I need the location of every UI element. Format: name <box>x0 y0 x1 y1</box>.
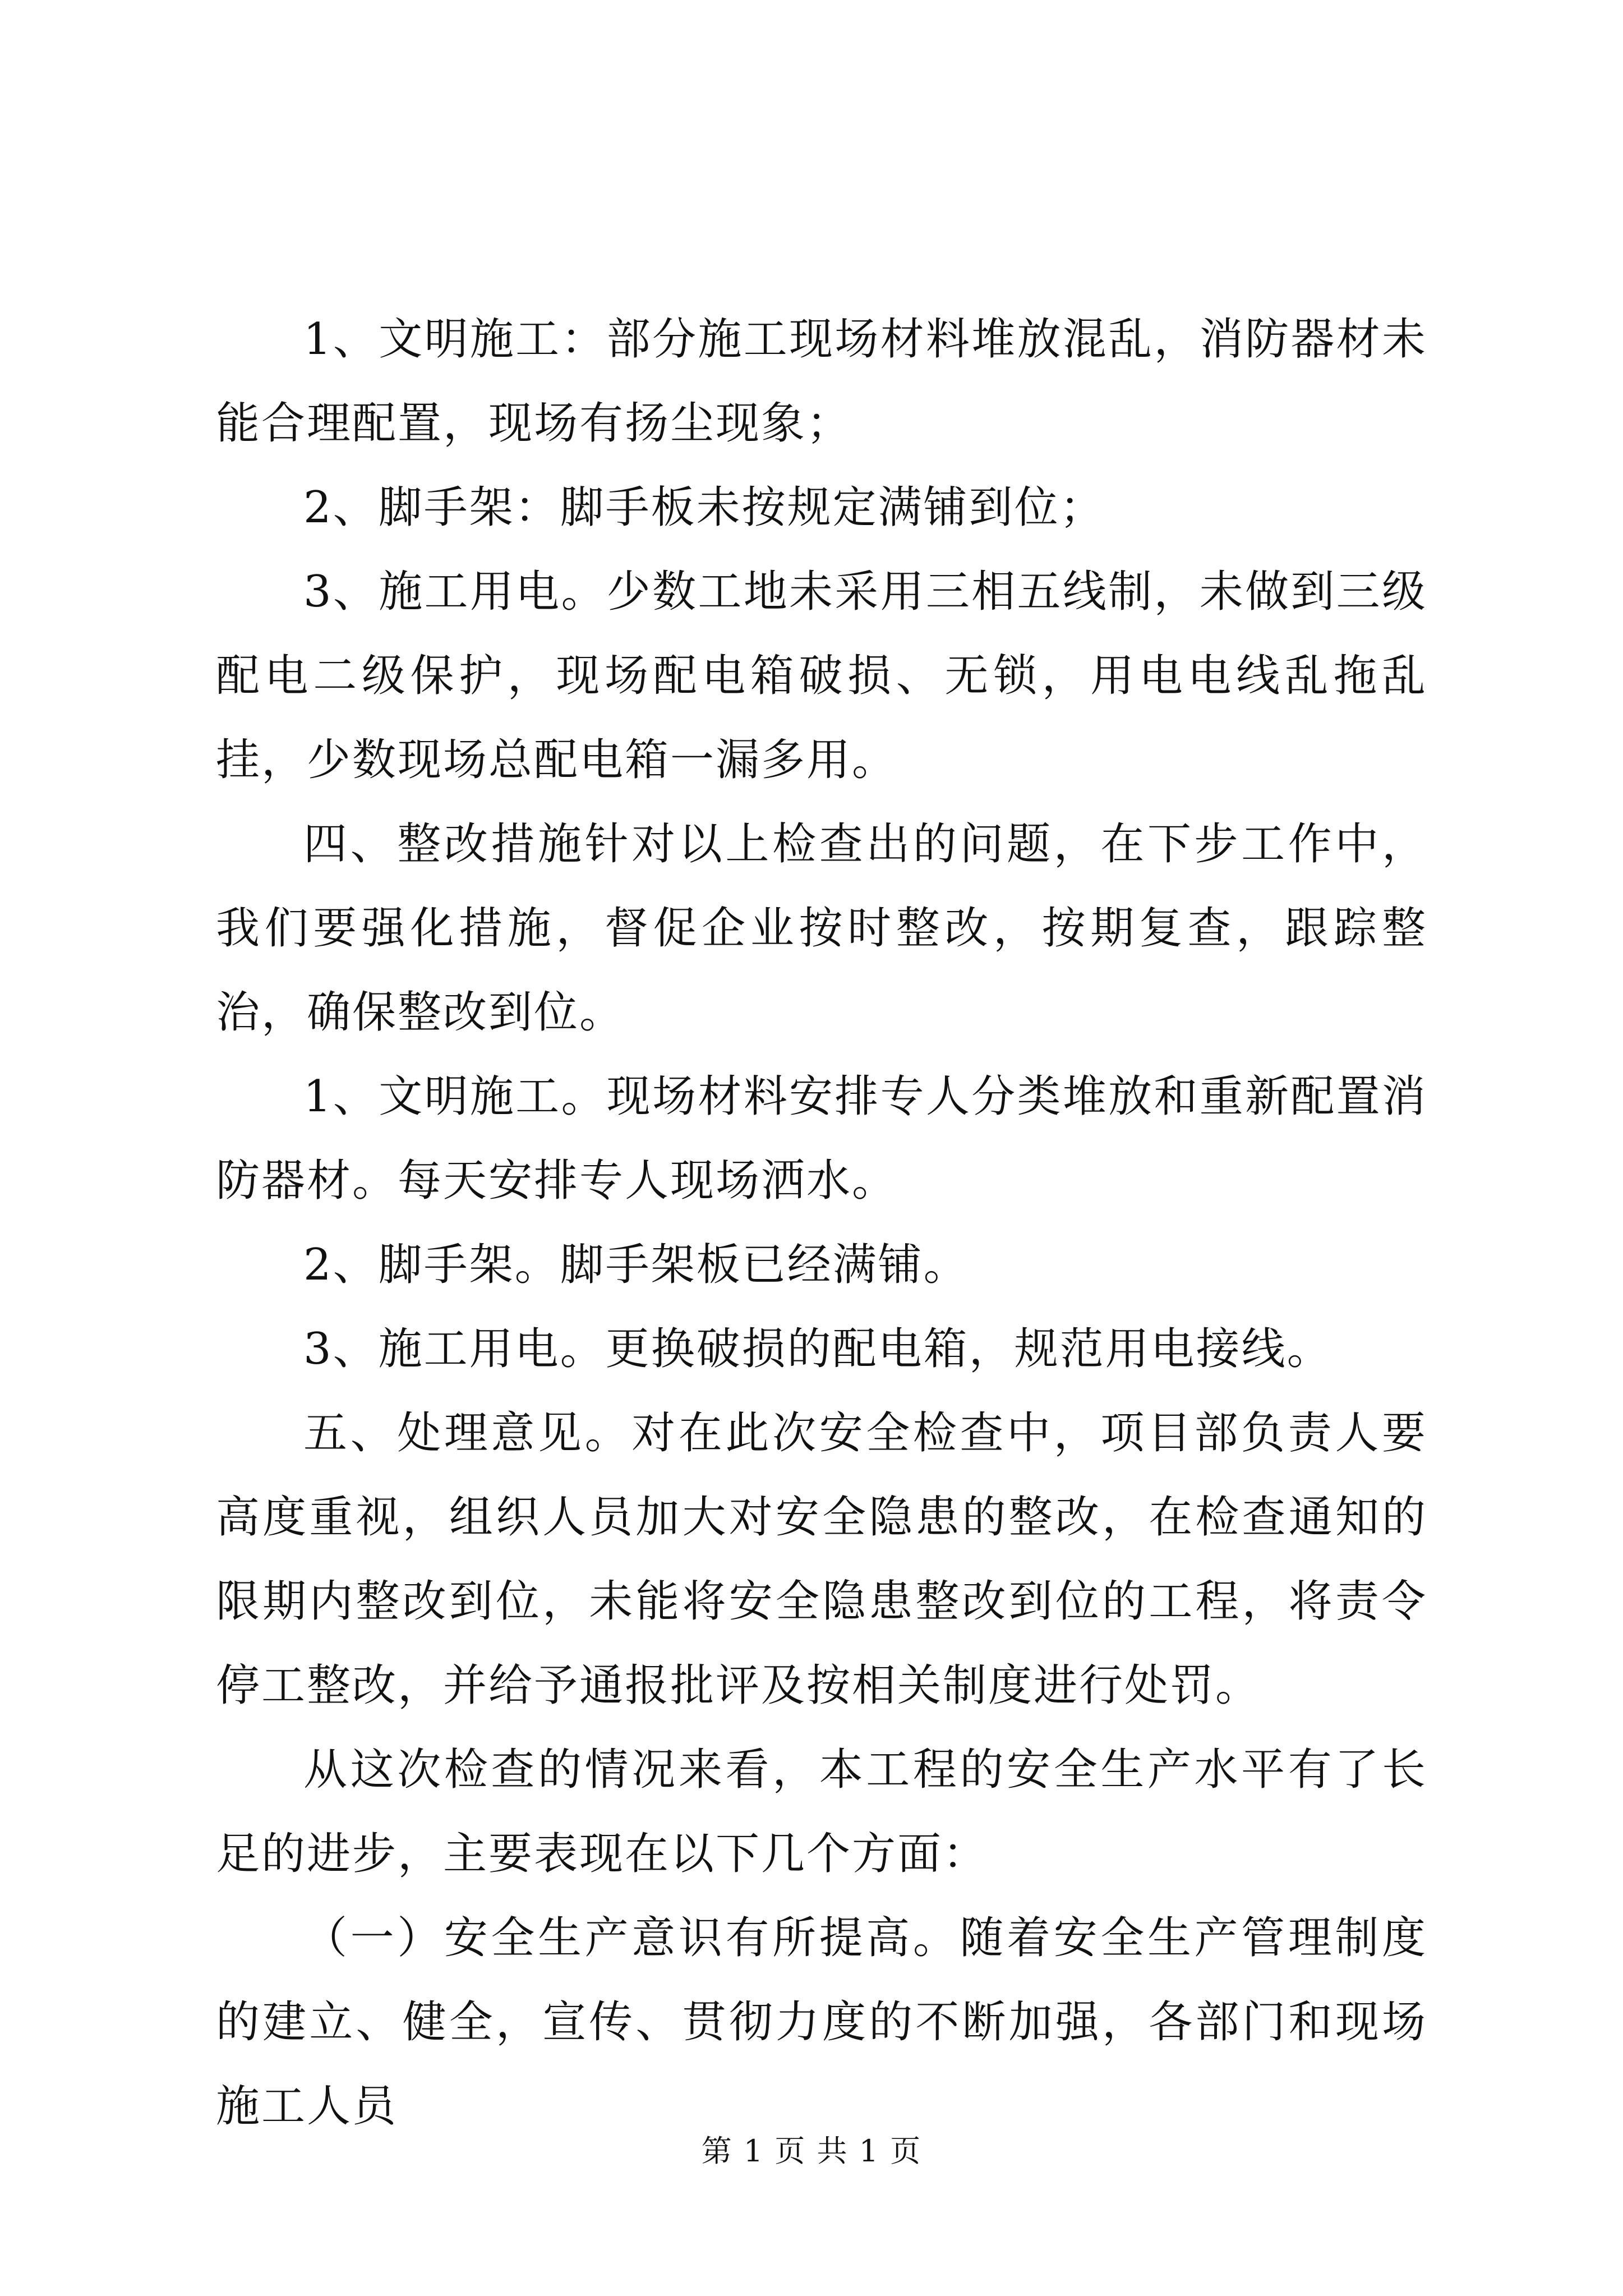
paragraph-civilized-construction-fix: 1、文明施工。现场材料安排专人分类堆放和重新配置消防器材。每天安排专人现场洒水。 <box>216 1071 1427 1206</box>
paragraph-scaffold-issue: 2、脚手架：脚手板未按规定满铺到位； <box>303 482 1105 533</box>
paragraph-handling-opinion: 五、处理意见。对在此次安全检查中，项目部负责人要高度重视，组织人员加大对安全隐患的整改，在检查通知的限期内整改到位，未能将安全隐患整改到位的工程，将责令停工整改，并给予通报批评及按相关制度进行处罚。 <box>216 1408 1427 1711</box>
paragraph-electricity-fix: 3、施工用电。更换破损的配电箱，规范用电接线。 <box>303 1324 1332 1374</box>
document-body <box>216 297 1427 2148</box>
paragraph-scaffold-fix: 2、脚手架。脚手架板已经满铺。 <box>303 1240 969 1290</box>
paragraph-electricity-issue: 3、施工用电。少数工地未采用三相五线制，未做到三级配电二级保护，现场配电箱破损、无锁，用电电线乱拖乱挂，少数现场总配电箱一漏多用。 <box>216 567 1427 785</box>
paragraph-civilized-construction-issue: 1、文明施工：部分施工现场材料堆放混乱，消防器材未能合理配置，现场有扬尘现象； <box>216 314 1427 449</box>
paragraph-rectification-measures: 四、整改措施针对以上检查出的问题，在下步工作中，我们要强化措施，督促企业按时整改，按期复查，跟踪整治，确保整改到位。 <box>216 819 1427 1038</box>
page-footer: 第 1 页 共 1 页 <box>701 2133 922 2169</box>
paragraph-safety-awareness: （一）安全生产意识有所提高。随着安全生产管理制度的建立、健全，宣传、贯彻力度的不断加强，各部门和现场施工人员 <box>216 1913 1427 2132</box>
paragraph-inspection-summary: 从这次检查的情况来看，本工程的安全生产水平有了长足的进步，主要表现在以下几个方面： <box>216 1745 1427 1879</box>
